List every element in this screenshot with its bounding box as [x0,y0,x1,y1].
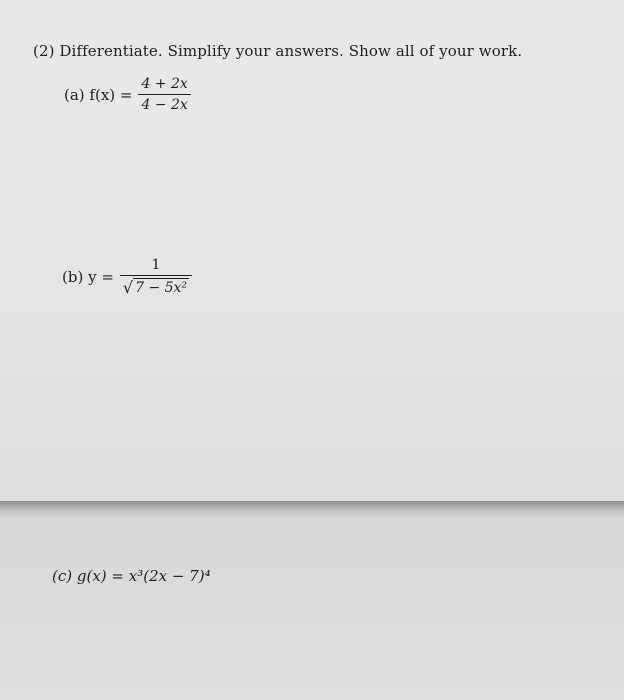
part-b-numerator: 1 [151,257,161,273]
part-a-fraction [138,76,190,113]
part-b [62,257,192,297]
square-root [123,278,189,296]
part-a-label: (a) f(x) = [64,85,133,104]
part-a-denominator: 4 − 2x [138,94,190,113]
part-b-fraction [120,257,192,297]
part-c [52,567,211,585]
worksheet-lower-page [0,519,624,700]
part-a [64,76,191,113]
page-fold-shadow [0,501,624,519]
radical-sign-icon: √ [122,278,134,297]
problem-header: (2) Differentiate. Simplify your answers. Show all of your work. [33,42,523,60]
part-b-label: (b) y = [62,268,114,286]
part-b-radicand: 7 − 5x² [135,280,188,296]
part-b-denominator [120,275,192,297]
part-c-expression: (c) g(x) = x³(2x − 7)⁴ [52,567,211,585]
part-a-numerator: 4 + 2x [141,76,188,92]
